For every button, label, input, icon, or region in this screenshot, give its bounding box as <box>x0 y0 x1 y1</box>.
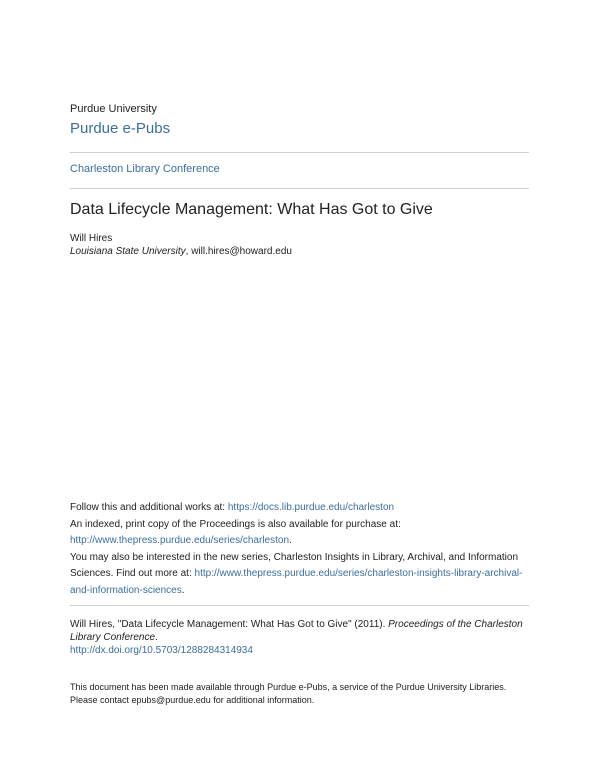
citation-journal: Proceedings of the Charleston Library Conference <box>70 619 523 643</box>
author-affiliation: Louisiana State University <box>70 246 186 257</box>
author-affiliation-line <box>70 246 292 257</box>
doi-link[interactable]: http://dx.doi.org/10.5703/1288284314934 <box>70 645 253 656</box>
divider <box>70 152 529 153</box>
affiliation-separator: , <box>185 246 192 257</box>
citation-suffix: . <box>155 632 158 643</box>
additional-info <box>70 500 530 599</box>
divider <box>70 605 529 606</box>
author-email: will.hires@howard.edu <box>191 246 292 257</box>
series-info-line <box>70 550 530 600</box>
footer-text: This document has been made available through Purdue e-Pubs, a service of the Purdue University Libraries. Please contact epubs@purdue.edu for additional information. <box>70 682 507 705</box>
indexed-link[interactable]: http://www.thepress.purdue.edu/series/charleston <box>70 535 290 546</box>
document-title: Data Lifecycle Management: What Has Got to Give <box>70 201 433 218</box>
footer-note <box>70 681 530 707</box>
doi-line <box>70 644 530 657</box>
indexed-link-line <box>70 533 530 550</box>
series-info-end: . <box>181 584 185 596</box>
divider <box>70 188 529 189</box>
institution-name: Purdue University <box>70 103 157 115</box>
series-info-link[interactable]: http://www.thepress.purdue.edu/series/charleston-insights-library-archival-and-information-sciences <box>70 568 523 596</box>
citation-line <box>70 618 530 644</box>
author-name: Will Hires <box>70 233 113 244</box>
indexed-line <box>70 517 530 534</box>
citation-prefix: Will Hires, "Data Lifecycle Management: What Has Got to Give" (2011). <box>70 619 389 630</box>
series-link[interactable]: Charleston Library Conference <box>70 163 220 175</box>
follow-text: Follow this and additional works at: <box>70 502 228 513</box>
recommended-citation <box>70 618 530 657</box>
repository-link[interactable]: Purdue e-Pubs <box>70 120 171 137</box>
follow-link[interactable]: https://docs.lib.purdue.edu/charleston <box>227 502 395 513</box>
indexed-text: An indexed, print copy of the Proceedings is also available for purchase at: <box>70 518 401 530</box>
indexed-end: . <box>289 535 292 546</box>
series-info-text: You may also be interested in the new series, Charleston Insights in Library, Archival, and Information Sciences. Find out more at: <box>70 551 519 579</box>
follow-line <box>70 500 530 517</box>
